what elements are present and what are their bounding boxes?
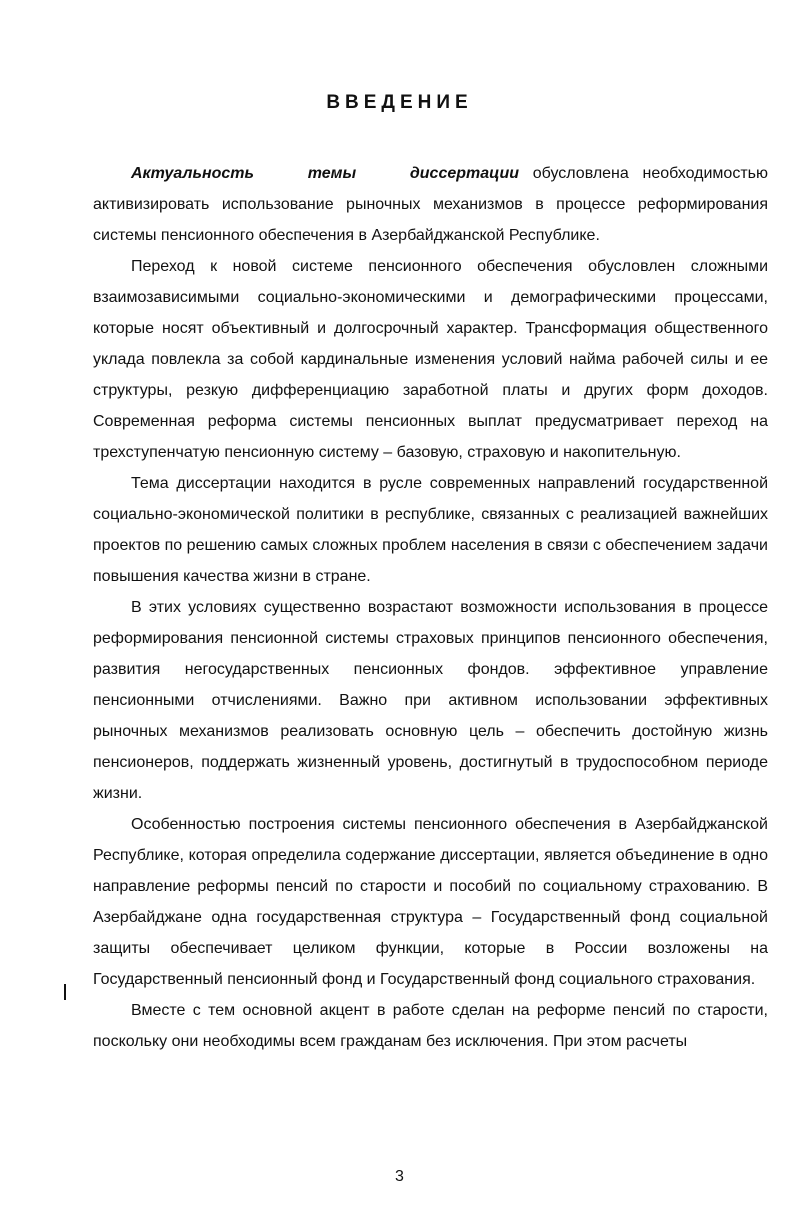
paragraph-topic: Тема диссертации находится в русле современных направлений государственной социально-экономической политики в республике, связанных с реализацией важнейших проектов по решению самых сложных проблем населения в связи с обеспечением задачи повышения качества жизни в стране. [93, 475, 768, 585]
paragraph-conditions: В этих условиях существенно возрастают возможности использования в процессе реформирования пенсионной системы страховых принципов пенсионного обеспечения, развития негосударственных пенсионных фондов. эффективное управление пенсионными отчислениями. Важно при активном использовании эффективных рыночных механизмов реализовать основную цель – обеспечить достойную жизнь пенсионеров, поддержать жизненный уровень, достигнутый в трудоспособном периоде жизни. [93, 599, 768, 802]
body-text [93, 158, 768, 1057]
relevance-text: обусловлена необходимостью активизировать использование рыночных механизмов в процессе реформирования системы пенсионного обеспечения в Азербайджанской Республике. [93, 165, 768, 244]
paragraph-emphasis: Вместе с тем основной акцент в работе сделан на реформе пенсий по старости, поскольку они необходимы всем гражданам без исключения. При этом расчеты [93, 1002, 768, 1050]
page-title: ВВЕДЕНИЕ [326, 92, 473, 113]
paragraph-transition: Переход к новой системе пенсионного обеспечения обусловлен сложными взаимозависимыми социально-экономическими и демографическими процессами, которые носят объективный и долгосрочный характер. Трансформация общественного уклада повлекла за собой кардинальные изменения условий найма рабочей силы и ее структуры, резкую дифференциацию заработной платы и других форм доходов. Современная реформа системы пенсионных выплат предусматривает переход на трехступенчатую пенсионную систему – базовую, страховую и накопительную. [93, 258, 768, 461]
paragraph-features: Особенностью построения системы пенсионного обеспечения в Азербайджанской Республике, которая определила содержание диссертации, является объединение в одно направление реформы пенсий по старости и пособий по социальному страхованию. В Азербайджане одна государственная структура – Государственный фонд социальной защиты обеспечивает целиком функции, которые в России возложены на Государственный пенсионный фонд и Государственный фонд социального страхования. [93, 816, 768, 988]
margin-mark [64, 984, 66, 1000]
relevance-heading: Актуальность темы диссертации [131, 165, 520, 182]
page-number: 3 [395, 1168, 404, 1185]
paragraph-relevance [93, 158, 768, 251]
